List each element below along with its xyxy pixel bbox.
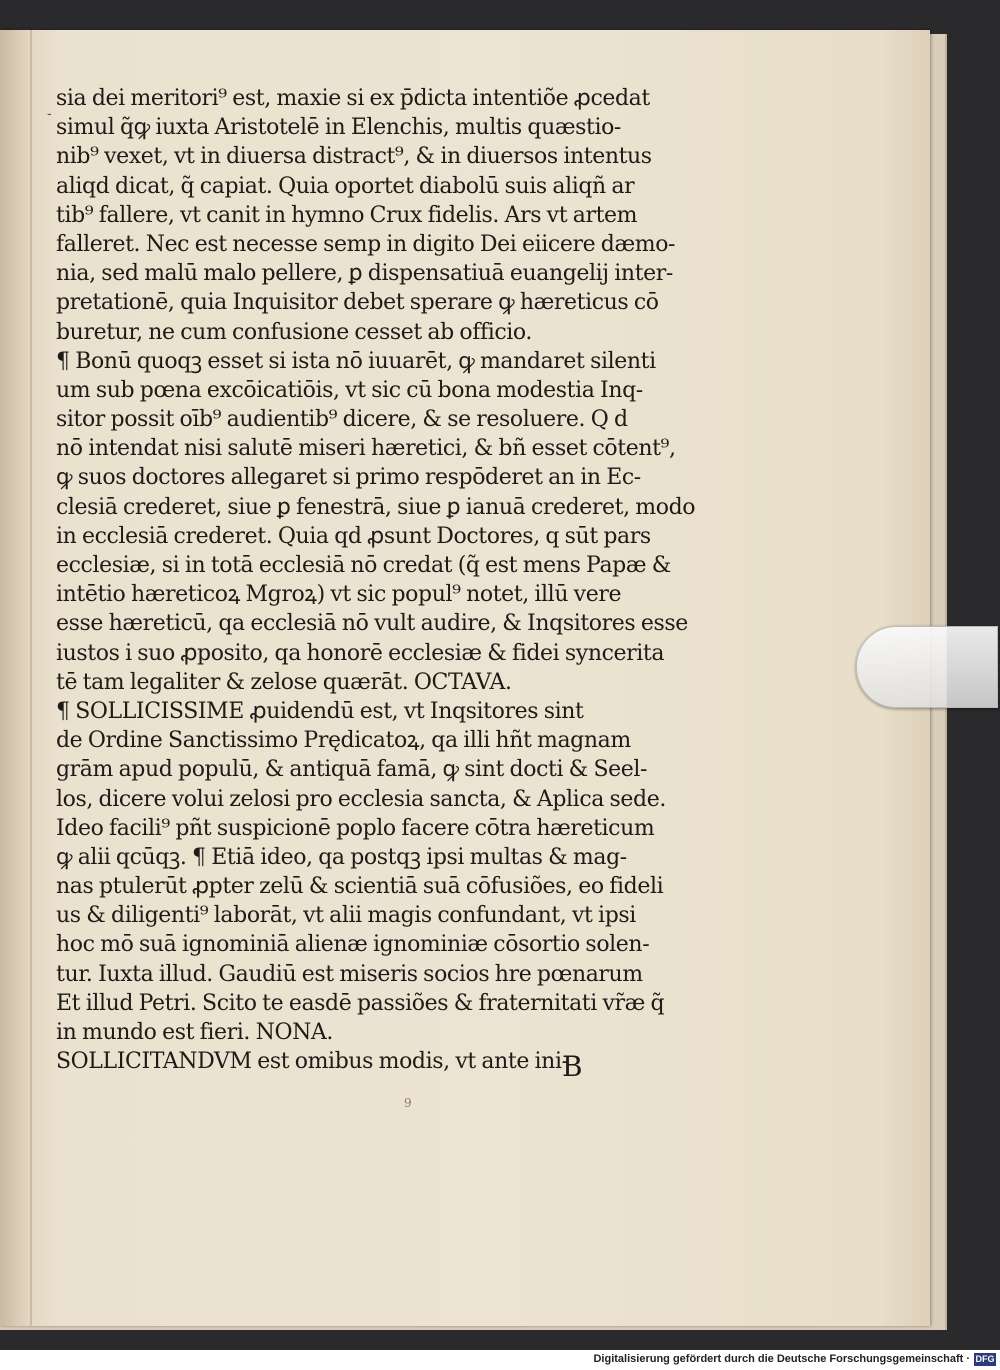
text-line: intētio hæreticoꝝ Mgroꝝ) vt sic popul⁹ notet, illū vere bbox=[56, 582, 622, 608]
text-line: ꝙ alii qcūqꝫ. ¶ Etiā ideo, qa postqꝫ ipsi multas & mag- bbox=[56, 844, 627, 870]
text-line: simul q̃ꝙ iuxta Aristotelē in Elenchis, multis quæstio- bbox=[56, 115, 621, 141]
footer-bar bbox=[0, 1350, 1000, 1370]
text-line: in mundo est fieri. NONA. bbox=[56, 1020, 334, 1045]
text-line: falleret. Nec est necesse semp in digito Dei eiicere dæmo- bbox=[56, 231, 676, 257]
text-line: tur. Iuxta illud. Gaudiū est miseris socios hre pœnarum bbox=[56, 961, 643, 987]
text-line: in ecclesiā crederet. Quia qd ꝓsunt Doctores, q sūt pars bbox=[56, 523, 651, 549]
bookmark-tab[interactable] bbox=[856, 626, 998, 708]
text-line: iustos i suo ꝓposito, qa honorē ecclesiæ & fidei syncerita bbox=[56, 640, 665, 666]
text-line: us & diligenti⁹ laborāt, vt alii magis confundant, vt ipsi bbox=[56, 903, 636, 929]
text-line: ¶ SOLLICISSIME ꝓuidendū est, vt Inqsitores sint bbox=[56, 698, 584, 724]
text-line: Ideo facili⁹ pñt suspicionē poplo facere cōtra hæreticum bbox=[56, 815, 655, 841]
dfg-logo: DFG bbox=[975, 1354, 995, 1364]
text-line: esse hæreticū, qa ecclesiā nō vult audire, & Inqsitores esse bbox=[56, 611, 688, 637]
text-line: nib⁹ vexet, vt in diuersa distract⁹, & in diuersos intentus bbox=[56, 144, 652, 170]
text-line: clesiā crederet, siue ꝑ fenestrā, siue ꝑ ianuā crederet, modo bbox=[56, 494, 696, 520]
text-line: aliqd dicat, q̃ capiat. Quia oportet diabolū suis aliqñ ar bbox=[56, 173, 635, 199]
text-line: ꝙ suos doctores allegaret si primo respōderet an in Ec- bbox=[56, 465, 641, 491]
margin-mark: - bbox=[47, 106, 52, 122]
text-line: de Ordine Sanctissimo Prędicatoꝝ, qa illi hñt magnam bbox=[56, 728, 631, 754]
text-line: sia dei meritori⁹ est, maxie si ex p̄dicta intentiõe ꝓcedat bbox=[56, 86, 650, 111]
text-line: buretur, ne cum confusione cesset ab officio. bbox=[56, 319, 532, 345]
text-line: hoc mō suā ignominiā alienæ ignominiæ cōsortio solen- bbox=[56, 932, 650, 958]
footer-credit: Digitalisierung gefördert durch die Deutsche Forschungsgemeinschaft · bbox=[593, 1353, 970, 1365]
text-line: pretationē, quia Inquisitor debet sperare ꝙ hæreticus cō bbox=[56, 290, 659, 316]
text-line: Et illud Petri. Scito te easdē passiões & fraternitati vr̃æ q̃ bbox=[56, 990, 665, 1016]
text-line: nō intendat nisi salutē miseri hæretici, & bñ esset cōtent⁹, bbox=[56, 436, 676, 462]
text-line: grām apud populū, & antiquā famā, ꝙ sint docti & Seel- bbox=[56, 757, 648, 783]
text-line: ecclesiæ, si in totā ecclesiā nō credat (q̃ est mens Papæ & bbox=[56, 553, 671, 578]
signature-mark: B bbox=[562, 1050, 583, 1083]
text-line: tib⁹ fallere, vt canit in hymno Crux fidelis. Ars vt artem bbox=[56, 202, 638, 228]
gutter-line bbox=[30, 30, 32, 1326]
stray-mark: 9 bbox=[404, 1096, 412, 1110]
text-line: ¶ Bonū quoqꝫ esset si ista nō iuuarēt, ꝙ mandaret silenti bbox=[56, 348, 656, 374]
text-block bbox=[56, 84, 706, 1076]
text-line: nia, sed malū malo pellere, ꝑ dispensatiuā euangelij inter- bbox=[56, 261, 673, 287]
text-line: los, dicere volui zelosi pro ecclesia sancta, & Aplica sede. bbox=[56, 786, 666, 812]
text-line: nas ptulerūt ꝓpter zelū & scientiā suā cōfusiões, eo fideli bbox=[56, 874, 664, 900]
text-line: um sub pœna excōicatiōis, vt sic cū bona modestia Inq- bbox=[56, 377, 643, 403]
text-line: SOLLICITANDVM est omibus modis, vt ante ini- bbox=[56, 1049, 569, 1075]
text-line: sitor possit oīb⁹ audientib⁹ dicere, & se resoluere. Q d bbox=[56, 407, 628, 433]
text-line: tē tam legaliter & zelose quærāt. OCTAVA. bbox=[56, 669, 512, 695]
